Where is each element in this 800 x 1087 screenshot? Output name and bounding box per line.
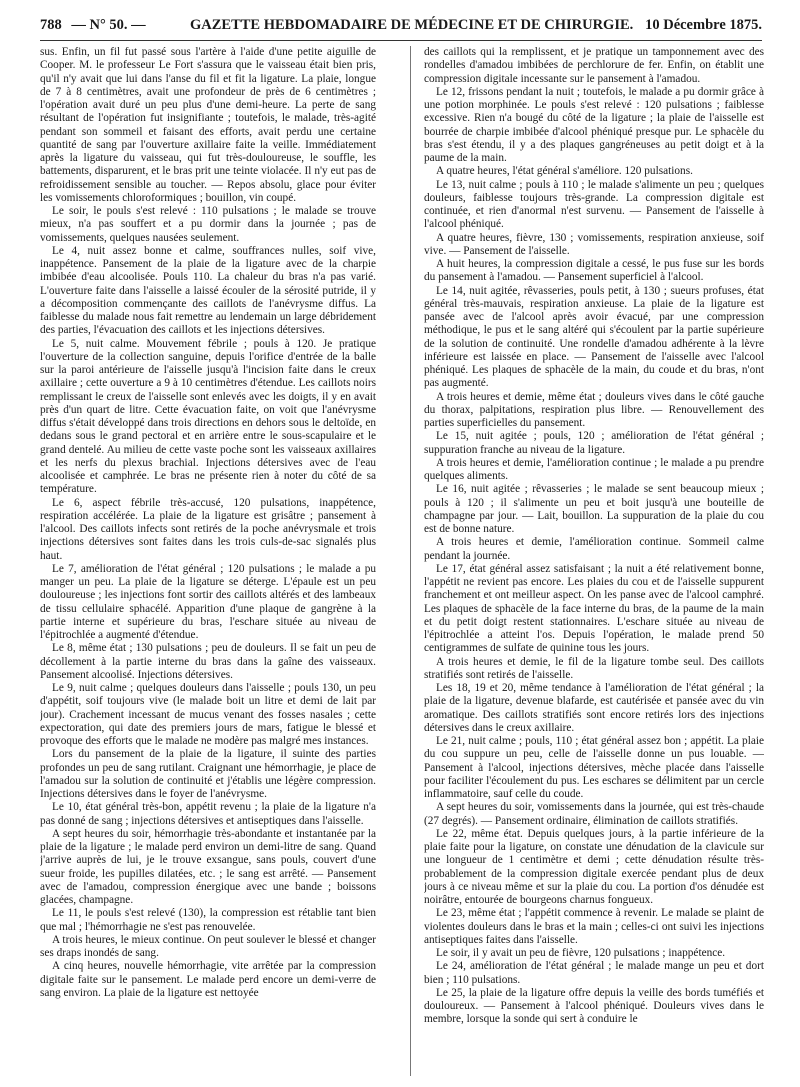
paragraph: Les 18, 19 et 20, même tendance à l'amélioration de l'état général ; la plaie de la ligature, devenue blafarde, est cautérisée et pansée avec du vin aromatique. Des caillots stratifiés sont encore retirés lors des injections détersives dans le creux axillaire. bbox=[424, 682, 764, 734]
paragraph: A trois heures et demie, l'amélioration continue ; le malade a pu prendre quelques aliments. bbox=[424, 456, 764, 482]
paragraph: Le 10, état général très-bon, appétit revenu ; la plaie de la ligature n'a pas donné de sang ; injections détersives et antiseptiques dans l'aisselle. bbox=[40, 801, 376, 827]
page-number-text: 788 bbox=[40, 17, 62, 33]
issue-date: 10 Décembre 1875. bbox=[645, 17, 762, 33]
paragraph: Le 5, nuit calme. Mouvement fébrile ; pouls à 120. Je pratique l'ouverture de la collection sanguine, depuis l'orifice d'entrée de la balle sur la paroi antérieure de l'aisselle jusqu'à l'incision faite dans le creux axillaire ; cette ouverture a 9 à 10 centimètres d'étendue. Les caillots noirs remplissant le creux de l'aisselle sont enlevés avec les doigts, il y en avait près d'un quart de litre. Cette évacuation faite, on voit que l'anévrysme diffus s'était développé dans trois directions en dehors sous le deltoïde, en dedans sous le grand pectoral et en arrière entre le sous-scapulaire et le grand dentelé. Au milieu de cette vaste poche sont les vaisseaux axillaires et les nerfs du plexus brachial. Injections détersives avec de l'eau alcoolisée et camphrée. Le bras ne présente rien à noter du côté de sa température. bbox=[40, 337, 376, 496]
paragraph: des caillots qui la remplissent, et je pratique un tamponnement avec des rondelles d'amadou imbibées de perchlorure de fer. Enfin, on établit une compression digitale incessante sur le pansement à l'amadou. bbox=[424, 46, 764, 85]
paragraph: A cinq heures, nouvelle hémorrhagie, vite arrêtée par la compression digitale faite sur le pansement. Le malade perd encore un demi-verre de sang environ. La plaie de la ligature est nettoyée bbox=[40, 960, 376, 999]
page-number bbox=[40, 14, 146, 36]
paragraph: A quatre heures, l'état général s'améliore. 120 pulsations. bbox=[436, 165, 693, 178]
paragraph: Le 12, frissons pendant la nuit ; toutefois, le malade a pu dormir grâce à une potion morphinée. Le pouls s'est relevé : 120 pulsations ; faiblesse excessive. Rien n'a bougé du côté de la ligature ; la plaie de l'aisselle est bourrée de charpie imbibée d'alcool phéniqué presque pur. Le sphacèle du bras s'est étendu, il y a des plaques gangréneuses au petit doigt et à la paume de la main. bbox=[424, 85, 764, 164]
paragraph: Le 8, même état ; 130 pulsations ; peu de douleurs. Il se fait un peu de décollement à la partie interne du bras dans la gaîne des vaisseaux. Pansement alcoolisé. Injections détersives. bbox=[40, 642, 376, 681]
paragraph: Le 16, nuit agitée ; rêvasseries ; le malade se sent beaucoup mieux ; pouls à 120 ; il s'alimente un peu et boit jusqu'à une bouteille de champagne par jour. — Lait, bouillon. La suppuration de la plaie du cou est de bonne nature. bbox=[424, 483, 764, 535]
issue-number: — N° 50. — bbox=[71, 17, 146, 33]
paragraph: Le 21, nuit calme ; pouls, 110 ; état général assez bon ; appétit. La plaie du cou suppure un peu, celle de l'aisselle donne un pus louable. — Pansement à l'alcool, injections détersives, mèche placée dans l'aisselle pour faciliter l'écoulement du pus. Les eschares se délimitent par un cercle inflammatoire, sauf celle du coude. bbox=[424, 735, 764, 800]
paragraph: Le 15, nuit agitée ; pouls, 120 ; amélioration de l'état général ; suppuration franche au niveau de la ligature. bbox=[424, 430, 764, 456]
paragraph: A sept heures du soir, hémorrhagie très-abondante et instantanée par la plaie de la ligature ; le malade perd environ un demi-litre de sang. Quand j'arrive auprès de lui, je le trouve exsangue, sans pouls, couvert d'une sueur froide, les pupilles dilatées, etc. ; le sang est arrêté. — Pansement avec de l'amadou, compression énergique avec une bande ; boissons glacées, champagne. bbox=[40, 827, 376, 906]
paragraph: sus. Enfin, un fil fut passé sous l'artère à l'aide d'une petite aiguille de Cooper. M. le professeur Le Fort s'assura que le vaisseau était bien pris, qu'il n'y avait que lui dans l'anse du fil et fit la ligature. La plaie, longue de 7 à 8 centimètres, avait une profondeur de près de 6 centimètres ; l'opération avait duré un peu plus d'une demi-heure. La perte de sang résultant de l'opération fut insignifiante ; toutefois, le malade, très-agité pendant son sommeil et faisant des efforts, avait perdu une certaine quantité de sang par l'ouverture axillaire faite la veille. Immédiatement après la ligature du vaisseau, qui fut très-douloureuse, le souffle, les battements, disparurent, et le bras prit une teinte violacée. Il n'y eut pas de refroidissement sensible au toucher. — Repos absolu, glace pour éviter les vomissements chloroformiques ; bouillon, vin coupé. bbox=[40, 46, 376, 204]
paragraph: A trois heures et demie, même état ; douleurs vives dans le côté gauche du thorax, palpitations, respiration plus libre. — Renouvellement des parties superficielles du pansement. bbox=[424, 390, 764, 429]
paragraph: Le 22, même état. Depuis quelques jours, à la partie inférieure de la plaie faite pour la ligature, on constate une dénudation de la clavicule sur une longueur de 1 centimètre et demi ; cette dénudation résulte très-probablement de la compression digitale exercée pendant plus de deux jours à ce niveau même et sur la plaie du cou. La portion d'os dénudée est noirâtre, entourée de bourgeons charnus fongueux. bbox=[424, 827, 764, 906]
paragraph: Le 24, amélioration de l'état général ; le malade mange un peu et dort bien ; 110 pulsations. bbox=[424, 960, 764, 986]
paragraph: Lors du pansement de la plaie de la ligature, il suinte des parties profondes un peu de sang rutilant. Craignant une hémorrhagie, je place de l'amadou sur la solution de continuité et j'établis une légère compression. Injections détersives dans le foyer de l'anévrysme. bbox=[40, 748, 376, 800]
right-column bbox=[424, 46, 764, 1080]
paragraph: Le 6, aspect fébrile très-accusé, 120 pulsations, inappétence, respiration accélérée. La plaie de la ligature est grisâtre ; pansement à l'alcool. Des caillots infects sont retirés de la poche anévrysmale et trois injections détersives sont faites dans les trois culs-de-sac signalés plus haut. bbox=[40, 496, 376, 562]
paragraph: Le 11, le pouls s'est relevé (130), la compression est rétablie tant bien que mal ; l'hémorrhagie ne s'est pas renouvelée. bbox=[40, 907, 376, 933]
column-separator bbox=[410, 46, 411, 1076]
paragraph: Le 9, nuit calme ; quelques douleurs dans l'aisselle ; pouls 130, un peu d'appétit, soif toujours vive (le malade boit un litre et demi de lait par jour). Crachement incessant de mucus venant des fosses nasales ; cette expectoration, qui date des premiers jours de mars, fatigue le blessé et provoque des efforts que le malade ne modère pas malgré mes instances. bbox=[40, 682, 376, 747]
paragraph: A huit heures, la compression digitale a cessé, le pus fuse sur les bords du pansement à l'amadou. — Pansement superficiel à l'alcool. bbox=[424, 258, 764, 284]
paragraph: Le 13, nuit calme ; pouls à 110 ; le malade s'alimente un peu ; quelques douleurs, faiblesse toujours très-grande. La compression digitale est continuée, et rien d'anormal n'est survenu. — Pansement de l'aisselle à l'alcool phéniqué. bbox=[424, 178, 764, 231]
journal-title: GAZETTE HEBDOMADAIRE DE MÉDECINE ET DE CHIRURGIE. bbox=[190, 17, 634, 33]
paragraph: Le 23, même état ; l'appétit commence à revenir. Le malade se plaint de violentes douleurs dans le bras et la main ; celles-ci ont suivi les injections antiseptiques faites dans l'aisselle. bbox=[424, 907, 764, 946]
paragraph: A trois heures et demie, l'amélioration continue. Sommeil calme pendant la journée. bbox=[424, 536, 764, 562]
running-header bbox=[40, 14, 762, 36]
paragraph: Le 17, état général assez satisfaisant ; la nuit a été relativement bonne, l'appétit ne revient pas encore. Les plaies du cou et de l'aisselle suppurent franchement et ont meilleur aspect. On les panse avec de l'alcool camphré. Les plaques de sphacèle de la face interne du bras, de la paume de la main et du petit doigt restent stationnaires. L'eschare située au niveau de l'épitrochlée a atteint l'os. Depuis l'opération, le malade prend 50 centigrammes de sulfate de quinine tous les jours. bbox=[424, 562, 764, 655]
paragraph: Le soir, le pouls s'est relevé : 110 pulsations ; le malade se trouve mieux, n'a pas souffert et a pu dormir dans la journée ; pas de vomissements, quelques nausées seulement. bbox=[40, 205, 376, 244]
paragraph: A trois heures et demie, le fil de la ligature tombe seul. Des caillots stratifiés sont retirés de l'aisselle. bbox=[424, 655, 764, 681]
paragraph: A trois heures, le mieux continue. On peut soulever le blessé et changer ses draps inondés de sang. bbox=[40, 933, 376, 959]
paragraph: A sept heures du soir, vomissements dans la journée, qui est très-chaude (27 degrés). — Pansement ordinaire, élimination de caillots stratifiés. bbox=[424, 801, 764, 827]
paragraph: Le 14, nuit agitée, rêvasseries, pouls petit, à 130 ; sueurs profuses, état général très-mauvais, respiration anxieuse. La plaie de la ligature est pansée avec de l'alcool après avoir évacué, par une compression méthodique, le pus et le sang altéré qui s'écoulent par la partie supérieure de la solution de continuité. Une rondelle d'amadou adhérente à la lèvre inférieure est laissée en place. — Pansement de l'aisselle avec l'alcool phéniqué. Les plaques de sphacèle de la main, du coude et du bras, n'ont pas augmenté. bbox=[424, 284, 764, 390]
paragraph: Le 4, nuit assez bonne et calme, souffrances nulles, soif vive, inappétence. Pansement de la plaie de la ligature avec de la charpie imbibée d'eau alcoolisée. Pouls 110. La chaleur du bras n'a pas varié. L'ouverture faite dans l'aisselle a laissé écouler de la sérosité putride, il y a décomposition commençante des caillots de l'anévrysme diffus. La faiblesse du malade nous fait remettre au lendemain un large débridement des parties, l'évacuation des caillots et les injections détersives. bbox=[40, 244, 376, 337]
header-rule bbox=[40, 40, 762, 41]
left-column bbox=[40, 46, 376, 1080]
paragraph: Le soir, il y avait un peu de fièvre, 120 pulsations ; inappétence. bbox=[436, 947, 726, 959]
paragraph: Le 7, amélioration de l'état général ; 120 pulsations ; le malade a pu manger un peu. La plaie de la ligature se déterge. L'épaule est un peu douloureuse ; les injections font sortir des caillots altérés et des lambeaux de tissu cellulaire sphacélé. Apparition d'une plaque de gangrène à la partie interne et supérieure du bras, l'eschare située au niveau de l'épitrochlée a augmenté d'étendue. bbox=[40, 562, 376, 641]
paragraph: Le 25, la plaie de la ligature offre depuis la veille des bords tuméfiés et douloureux. — Pansement à l'alcool phéniqué. Douleurs vives dans le membre, lorsque la sonde qui sert à conduire le bbox=[424, 986, 764, 1026]
paragraph: A quatre heures, fièvre, 130 ; vomissements, respiration anxieuse, soif vive. — Pansement de l'aisselle. bbox=[424, 231, 764, 257]
